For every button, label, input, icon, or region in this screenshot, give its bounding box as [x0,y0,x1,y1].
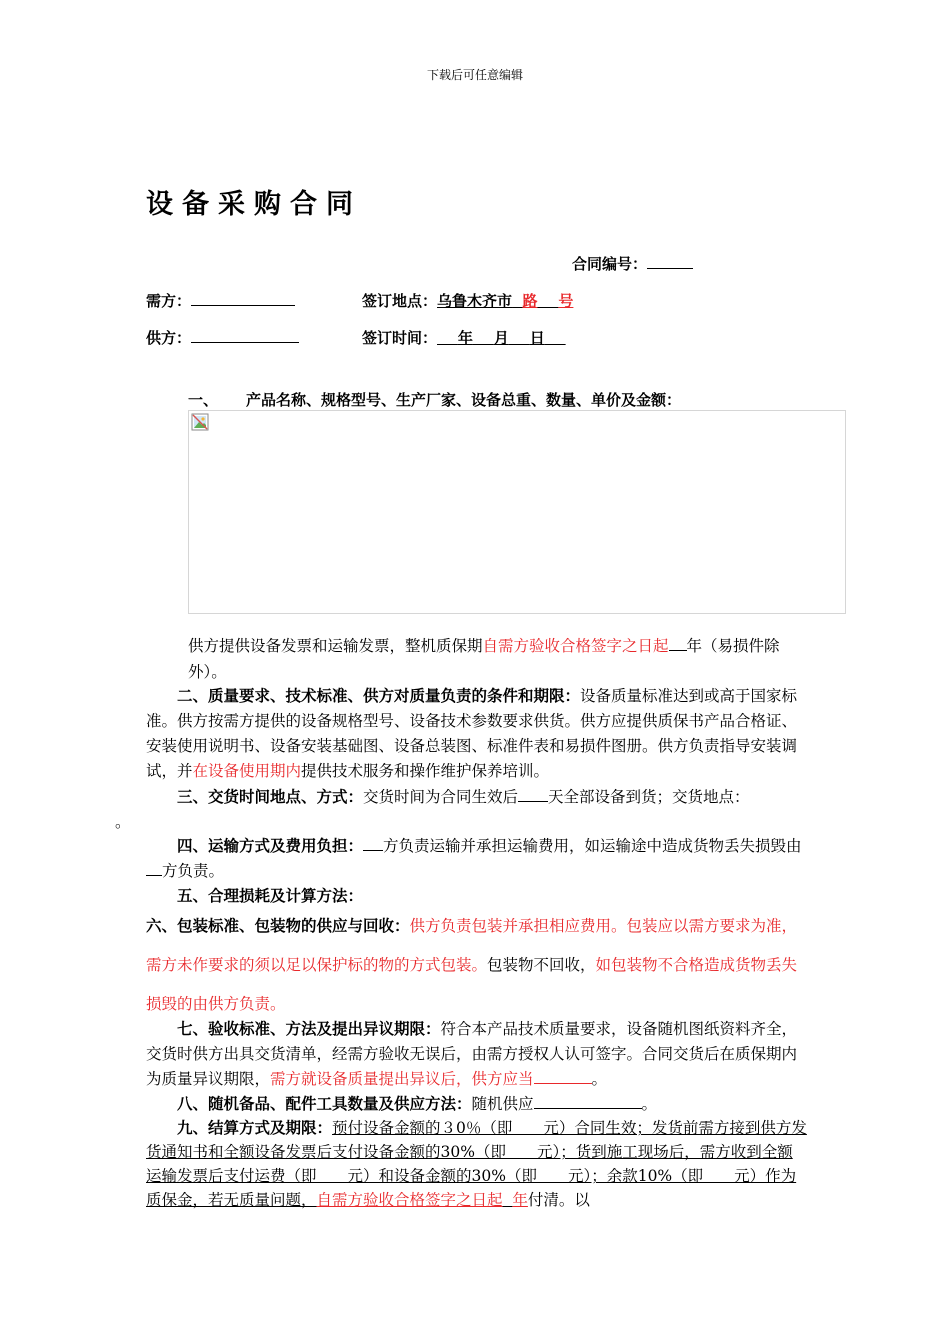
document-title: 设备采购合同 [146,189,362,220]
section-6 [146,907,808,1024]
section-6-red-1: 供方负责包装并承担相应费用。包装应以需方要求为准，需方未作要求的须以足以保护标的物的方式包装。 [146,917,798,974]
date-month: 月 [493,329,509,347]
section-7-end: 。 [591,1070,608,1088]
section-3-text: 交货时间为合同生效后 [363,788,519,806]
objection-blank[interactable] [534,1069,592,1084]
section-8-title: 八、随机备品、配件工具数量及供应方法： [177,1095,472,1113]
place-label: 签订地点： [362,292,438,310]
date-label: 签订时间： [362,329,438,347]
section-5 [146,884,808,909]
loss-party-blank[interactable] [146,861,162,876]
section-8-end: 。 [641,1095,658,1113]
spares-blank[interactable] [534,1094,642,1109]
warranty-paragraph [188,633,808,685]
section-7 [146,1017,808,1092]
section-3 [115,785,808,835]
section-8 [146,1092,808,1117]
section-1-number: 一、 [188,391,219,409]
section-4-text-end: 方负责。 [162,862,225,880]
section-4-text: 方负责运输并承担运输费用，如运输途中造成货物丢失损毁由 [383,837,802,855]
supplier-field [146,327,299,348]
warranty-text-end: 年（易损件除外）。 [188,637,780,681]
delivery-days-blank[interactable] [518,787,548,802]
section-1-title: 产品名称、规格型号、生产厂家、设备总重、数量、单价及金额： [246,391,682,409]
contract-no-label: 合同编号： [572,255,648,273]
section-4 [146,834,808,884]
section-4-title: 四、运输方式及费用负担： [177,837,364,855]
section-2-red: 在设备使用期内 [192,762,302,780]
section-8-text: 随机供应 [471,1095,534,1113]
warranty-years-blank[interactable] [669,636,687,651]
contract-no-blank[interactable] [647,254,693,269]
section-3-end: 。 [115,813,131,831]
section-2 [146,684,808,784]
section-6-title: 六、包装标准、包装物的供应与回收： [146,917,410,935]
section-9-year: 年 [512,1191,528,1209]
section-6-red-2: 如包装物不合格造成货物丢失损毁的由供方负责。 [146,956,798,1013]
product-table-image [188,410,846,614]
section-9-text: 预付设备金额的３0％（即 元）合同生效；发货前需方接到供方发货通知书和全额设备发票后支付设备金额的30%（即 元）；货到施工现场后，需方收到全额运输发票后支付运费（即 元）和设备金额的30%（即 元）；余款10%（即 元）作为质保金，若无质量问题， [146,1119,807,1209]
supplier-label: 供方： [146,329,192,347]
date-field [362,327,566,348]
section-3-text-2: 天全部设备到货；交货地点： [548,788,750,806]
section-1-heading [188,389,681,410]
section-7-red: 需方就设备质量提出异议后，供方应当 [270,1070,534,1088]
broken-image-icon [191,413,209,431]
date-day: 日 [529,329,545,347]
buyer-field [146,290,295,311]
buyer-label: 需方： [146,292,192,310]
section-2-text-end: 提供技术服务和操作维护保养培训。 [301,762,550,780]
section-7-text: 符合本产品技术质量要求，设备随机图纸资料齐全，交货时供方出具交货清单，经需方验收无误后，由需方授权人认可签字。合同交货后在质保期内为质量异议期限， [146,1020,798,1088]
header-note: 下载后可任意编辑 [426,68,523,82]
section-3-title: 三、交货时间地点、方式： [177,788,364,806]
warranty-start-red: 自需方验收合格签字之日起 [482,637,669,655]
section-7-title: 七、验收标准、方法及提出异议期限： [177,1020,441,1038]
section-5-title: 五、合理损耗及计算方法： [177,887,364,905]
section-9-title: 九、结算方式及期限： [177,1119,333,1137]
section-2-title: 二、质量要求、技术标准、供方对质量负责的条件和期限： [177,687,581,705]
place-no: 号 [558,292,574,310]
contract-no [572,253,693,274]
section-9-red: 自需方验收合格签字之日起 [316,1191,503,1209]
date-year: 年 [457,329,473,347]
section-9-end: 付清。以 [527,1191,590,1209]
section-6-text: 包装物不回收， [487,956,596,974]
supplier-blank[interactable] [191,328,299,343]
section-9 [146,1116,808,1212]
place-road: 路 [522,292,538,310]
place-field [362,290,573,311]
warranty-text: 供方提供设备发票和运输发票，整机质保期 [188,637,483,655]
section-2-text: 设备质量标准达到或高于国家标准。供方按需方提供的设备规格型号、设备技术参数要求供货。供方应提供质保书产品合格证、安装使用说明书、设备安装基础图、设备总装图、标准件表和易损件图册。供方负责指导安装调试，并 [146,687,798,780]
buyer-blank[interactable] [191,291,295,306]
place-value: 乌鲁木齐市 [437,292,513,310]
transport-party-blank[interactable] [363,836,383,851]
